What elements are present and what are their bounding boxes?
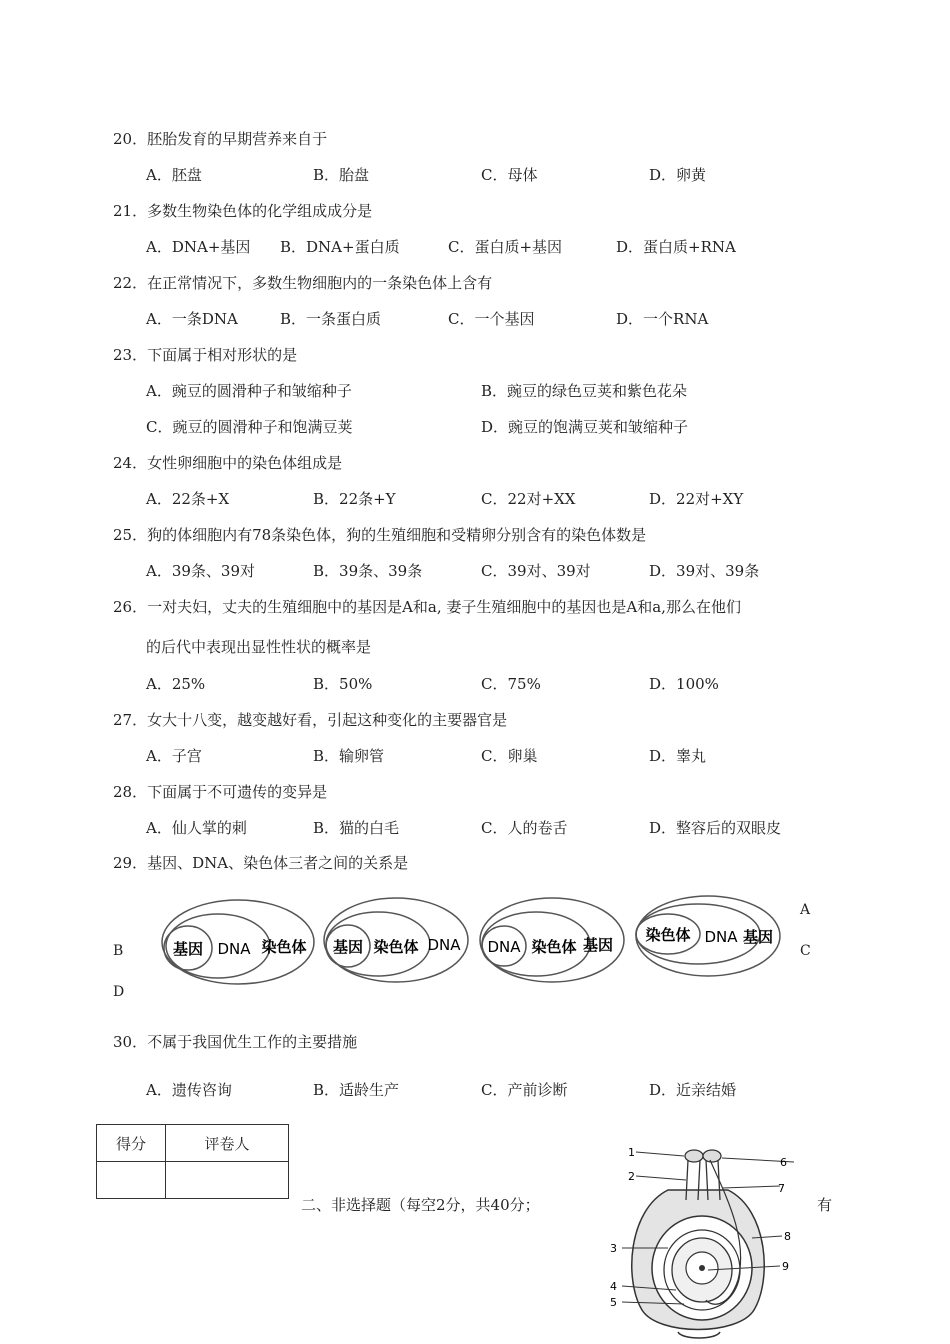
q20-option-c: C．母体	[481, 166, 538, 184]
flower-pistil-diagram	[598, 1140, 798, 1344]
question-30-stem: 30．不属于我国优生工作的主要措施	[113, 1033, 358, 1051]
q29-d4-middle: DNA	[704, 928, 738, 946]
q27-option-d: D．睾丸	[649, 747, 707, 765]
q28-option-d: D．整容后的双眼皮	[649, 819, 782, 837]
q27-option-c: C．卵巢	[481, 747, 538, 765]
question-24-stem: 24．女性卵细胞中的染色体组成是	[113, 454, 343, 472]
q26-option-d: D．100%	[649, 675, 719, 693]
section-2-title: 二、非选择题（每空2分，共40分；	[301, 1196, 540, 1214]
q26-option-b: B．50%	[313, 675, 373, 693]
question-25-stem: 25．狗的体细胞内有78条染色体，狗的生殖细胞和受精卵分别含有的染色体数是	[113, 526, 647, 544]
q30-option-d: D．近亲结婚	[649, 1081, 737, 1099]
q27-option-b: B．输卵管	[313, 747, 385, 765]
q30-option-a: A．遗传咨询	[146, 1081, 232, 1099]
q21-option-c: C．蛋白质+基因	[448, 238, 563, 256]
score-table	[96, 1124, 289, 1199]
q29-d3-inner: DNA	[487, 938, 521, 956]
q30-option-c: C．产前诊断	[481, 1081, 568, 1099]
flower-label-5: 5	[610, 1296, 617, 1309]
flower-label-1: 1	[628, 1146, 635, 1159]
q25-option-c: C．39对、39对	[481, 562, 591, 580]
q25-option-d: D．39对、39条	[649, 562, 760, 580]
q24-option-a: A．22条+X	[146, 490, 230, 508]
q29-d1-outer: 染色体	[261, 938, 307, 956]
score-cell[interactable]	[97, 1162, 166, 1199]
q21-option-a: A．DNA+基因	[146, 238, 251, 256]
flower-label-9: 9	[782, 1260, 789, 1273]
q29-d4-outer: 基因	[742, 928, 774, 946]
q29-d1-middle: DNA	[217, 940, 251, 958]
q29-label-a: A	[800, 902, 811, 918]
q28-option-b: B．猫的白毛	[313, 819, 400, 837]
flower-label-7: 7	[778, 1182, 785, 1195]
q23-option-c: C．豌豆的圆滑种子和饱满豆荚	[146, 418, 353, 436]
q29-label-c: C	[800, 943, 811, 959]
question-28-stem: 28．下面属于不可遗传的变异是	[113, 783, 328, 801]
q28-option-a: A．仙人掌的刺	[146, 819, 247, 837]
q24-option-d: D．22对+XY	[649, 490, 744, 508]
q29-d2-inner: 基因	[332, 938, 364, 956]
q29-d4-inner: 染色体	[645, 926, 691, 944]
flower-label-3: 3	[610, 1242, 617, 1255]
q30-option-b: B．适龄生产	[313, 1081, 400, 1099]
q20-option-d: D．卵黄	[649, 166, 707, 184]
q24-option-b: B．22条+Y	[313, 490, 396, 508]
question-22-stem: 22．在正常情况下，多数生物细胞内的一条染色体上含有	[113, 274, 493, 292]
q29-d2-outer: DNA	[427, 936, 461, 954]
question-26-stem: 26．一对夫妇，丈夫的生殖细胞中的基因是A和a, 妻子生殖细胞中的基因也是A和a,那么在他们	[113, 598, 741, 616]
q25-option-b: B．39条、39条	[313, 562, 423, 580]
q29-label-d: D	[113, 984, 125, 1000]
flower-label-8: 8	[784, 1230, 791, 1243]
flower-label-4: 4	[610, 1280, 617, 1293]
question-21-stem: 21．多数生物染色体的化学组成成分是	[113, 202, 373, 220]
q22-option-c: C．一个基因	[448, 310, 535, 328]
q29-label-b: B	[113, 943, 124, 959]
q21-option-b: B．DNA+蛋白质	[280, 238, 400, 256]
question-27-stem: 27．女大十八变，越变越好看，引起这种变化的主要器官是	[113, 711, 508, 729]
q29-diagram-4	[636, 896, 780, 976]
q20-option-b: B．胎盘	[313, 166, 370, 184]
q22-option-a: A．一条DNA	[146, 310, 238, 328]
q29-d2-middle: 染色体	[373, 938, 419, 956]
q22-option-b: B．一条蛋白质	[280, 310, 382, 328]
grader-header: 评卷人	[166, 1125, 289, 1162]
section-2-trail: 有	[817, 1196, 833, 1214]
score-header: 得分	[97, 1125, 166, 1162]
q29-diagram-2	[324, 898, 468, 982]
q29-diagram-1	[162, 900, 314, 984]
question-23-stem: 23．下面属于相对形状的是	[113, 346, 298, 364]
q29-d3-middle: 染色体	[531, 938, 577, 956]
q23-option-d: D．豌豆的饱满豆荚和皱缩种子	[481, 418, 689, 436]
grader-cell[interactable]	[166, 1162, 289, 1199]
q24-option-c: C．22对+XX	[481, 490, 576, 508]
question-29-stem: 29．基因、DNA、染色体三者之间的关系是	[113, 854, 409, 872]
q23-option-b: B．豌豆的绿色豆荚和紫色花朵	[481, 382, 688, 400]
q23-option-a: A．豌豆的圆滑种子和皱缩种子	[146, 382, 352, 400]
q28-option-c: C．人的卷舌	[481, 819, 568, 837]
flower-label-6: 6	[780, 1156, 787, 1169]
q25-option-a: A．39条、39对	[146, 562, 256, 580]
question-20-stem: 20．胚胎发育的早期营养来自于	[113, 130, 328, 148]
q27-option-a: A．子宫	[146, 747, 202, 765]
q29-diagram-set	[160, 890, 790, 990]
q26-option-c: C．75%	[481, 675, 541, 693]
q29-d1-inner: 基因	[172, 940, 204, 958]
q21-option-d: D．蛋白质+RNA	[616, 238, 736, 256]
q20-option-a: A．胚盘	[146, 166, 202, 184]
q22-option-d: D．一个RNA	[616, 310, 709, 328]
flower-label-2: 2	[628, 1170, 635, 1183]
q26-option-a: A．25%	[146, 675, 206, 693]
q29-d3-outer: 基因	[582, 936, 614, 954]
q29-diagram-3	[480, 898, 624, 982]
question-26-stem-continued: 的后代中表现出显性性状的概率是	[146, 638, 372, 656]
